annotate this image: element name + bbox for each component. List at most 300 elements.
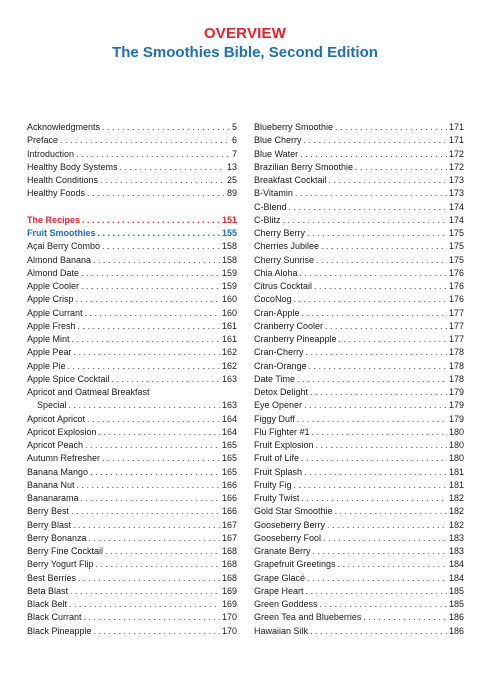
toc-page-number: 160 [221, 307, 237, 318]
toc-page-number: 182 [448, 519, 464, 530]
toc-dot-leader [312, 426, 447, 439]
toc-entry-title: Banana Nut [27, 479, 75, 490]
page-header [0, 25, 490, 62]
toc-entry[interactable] [27, 187, 237, 200]
toc-entry-title: Date Time [254, 373, 296, 384]
toc-entry[interactable] [27, 585, 237, 598]
toc-dot-leader [363, 611, 447, 624]
toc-column-right [254, 121, 464, 638]
toc-dot-leader [87, 187, 225, 200]
toc-page-number: 163 [221, 400, 237, 411]
toc-entry[interactable] [254, 121, 464, 134]
toc-page-number: 164 [221, 426, 237, 437]
toc-dot-leader [306, 346, 447, 359]
toc-dot-leader [320, 598, 447, 611]
toc-entry-title: Almond Banana [27, 254, 92, 265]
toc-entry-title: Eye Opener [254, 400, 303, 411]
toc-dot-leader [94, 625, 220, 638]
toc-page-number: 183 [448, 546, 464, 556]
toc-dot-leader [304, 134, 447, 147]
toc-dot-leader [102, 452, 220, 465]
toc-page-number: 179 [448, 400, 464, 411]
toc-page-number: 172 [448, 161, 464, 172]
toc-page-number: 166 [221, 493, 237, 503]
toc-page-number: 170 [221, 625, 237, 636]
toc-entry[interactable] [27, 174, 237, 187]
toc-entry-title: Grape Glacé [254, 572, 306, 583]
toc-entry[interactable] [254, 426, 464, 439]
toc-entry[interactable] [254, 373, 464, 386]
toc-dot-leader [102, 121, 230, 134]
toc-dot-leader [325, 320, 447, 333]
toc-entry-title: Apricot Explosion [27, 426, 97, 437]
toc-entry-title: Healthy Body Systems [27, 161, 118, 172]
toc-entry[interactable] [27, 439, 237, 452]
toc-entry-title: Berry Yogurt Flip [27, 559, 94, 570]
toc-entry-title: Detox Delight [254, 387, 309, 397]
toc-dot-leader [71, 505, 220, 518]
toc-entry-title: Autumn Refresher [27, 453, 101, 464]
toc-dot-leader [78, 320, 220, 333]
toc-dot-leader [297, 413, 447, 426]
toc-page-number: 180 [448, 440, 464, 450]
toc-spacer [27, 201, 237, 214]
toc-page-number: 165 [221, 466, 237, 477]
toc-entry-title: Blueberry Smoothie [254, 122, 334, 132]
toc-page-number: 176 [448, 267, 464, 278]
toc-entry-title: Apple Spice Cocktail [27, 373, 110, 384]
toc-entry-title: Banana Mango [27, 466, 89, 477]
toc-entry[interactable] [254, 545, 464, 558]
toc-entry[interactable] [254, 227, 464, 240]
toc-page-number: 184 [448, 572, 464, 583]
toc-page-number: 13 [226, 161, 237, 172]
toc-dot-leader [72, 333, 220, 346]
toc-entry[interactable] [27, 452, 237, 465]
toc-entry[interactable] [27, 121, 237, 134]
toc-page-number: 166 [221, 506, 237, 517]
toc-entry[interactable] [27, 479, 237, 492]
toc-entry-title: The Recipes [27, 214, 81, 225]
toc-entry-title: Health Conditions [27, 175, 99, 185]
toc-entry[interactable] [27, 545, 237, 558]
toc-entry-title: Healthy Foods [27, 188, 86, 199]
toc-entry[interactable] [254, 307, 464, 320]
toc-entry[interactable] [254, 466, 464, 479]
toc-page-number: 159 [221, 267, 237, 278]
toc-entry-title: Cranberry Pineapple [254, 334, 337, 344]
toc-dot-leader [73, 519, 220, 532]
toc-page-number: 171 [448, 135, 464, 146]
toc-page-number: 178 [448, 360, 464, 371]
toc-entry-title: Apple Pie [27, 360, 66, 371]
toc-entry[interactable] [254, 240, 464, 253]
toc-entry[interactable] [254, 174, 464, 187]
toc-dot-leader [307, 227, 447, 240]
toc-page-number: 177 [448, 307, 464, 318]
toc-entry[interactable] [27, 598, 237, 611]
toc-entry-title: C-Blitz [254, 214, 281, 225]
toc-entry-title: Black Belt [27, 599, 68, 609]
toc-entry-title: Breakfast Cocktail [254, 175, 327, 185]
toc-entry[interactable] [27, 532, 237, 545]
toc-page-number: 25 [226, 175, 237, 185]
toc-entry[interactable] [254, 161, 464, 174]
toc-entry-title: C-Blend [254, 201, 287, 212]
toc-dot-leader [70, 585, 220, 598]
toc-dot-leader [313, 545, 447, 558]
toc-dot-leader [289, 201, 447, 214]
toc-entry-title: Cran-Cherry [254, 347, 304, 358]
toc-entry[interactable] [27, 320, 237, 333]
toc-page-number: 178 [448, 347, 464, 358]
toc-entry[interactable] [254, 148, 464, 161]
toc-dot-leader [85, 307, 220, 320]
toc-entry-title: Berry Best [27, 506, 70, 517]
toc-page-number: 180 [448, 426, 464, 437]
toc-entry[interactable] [254, 558, 464, 571]
toc-entry-title: Apple Crisp [27, 294, 74, 305]
toc-entry[interactable] [254, 134, 464, 147]
toc-page-number: 165 [221, 440, 237, 450]
toc-dot-leader [314, 280, 447, 293]
toc-dot-leader [283, 214, 447, 227]
toc-entry[interactable] [254, 267, 464, 280]
toc-entry[interactable] [254, 439, 464, 452]
toc-entry-title: Fruity Fig [254, 479, 292, 490]
toc-page-number: 151 [221, 214, 237, 225]
toc-dot-leader [81, 280, 220, 293]
toc-entry-title: Açai Berry Combo [27, 241, 101, 252]
toc-dot-leader [304, 399, 447, 412]
toc-dot-leader [96, 558, 220, 571]
toc-page-number: 170 [221, 612, 237, 623]
toc-entry[interactable] [27, 254, 237, 267]
toc-page-number: 178 [448, 373, 464, 384]
toc-dot-leader [100, 174, 225, 187]
toc-entry[interactable] [254, 201, 464, 214]
toc-dot-leader [304, 466, 447, 479]
toc-page-number: 167 [221, 532, 237, 543]
toc-entry-title: Almond Date [27, 267, 80, 278]
toc-dot-leader [316, 439, 447, 452]
toc-entry-title: Apple Pear [27, 347, 72, 358]
toc-page-number: 172 [448, 148, 464, 159]
toc-entry-title: Bananarama [27, 493, 79, 503]
toc-page-number: 168 [221, 559, 237, 570]
toc-entry[interactable] [254, 333, 464, 346]
toc-dot-leader [74, 346, 220, 359]
toc-dot-leader [90, 466, 220, 479]
toc-dot-leader [294, 293, 447, 306]
toc-entry[interactable] [254, 452, 464, 465]
toc-entry-title: Fruity Twist [254, 493, 300, 503]
toc-page-number: 89 [226, 188, 237, 199]
toc-dot-leader [307, 572, 447, 585]
toc-page-number: 162 [221, 347, 237, 358]
toc-entry-title: Brazilian Berry Smoothie [254, 161, 354, 172]
toc-entry[interactable] [254, 360, 464, 373]
book-title: The Smoothies Bible, Second Edition [112, 44, 378, 61]
toc-entry-title: Cranberry Cooler [254, 320, 324, 331]
toc-entry[interactable] [27, 333, 237, 346]
toc-dot-leader [309, 360, 447, 373]
toc-entry-title: Fruit Splash [254, 466, 303, 477]
toc-page-number: 164 [221, 413, 237, 424]
toc-entry-title: CocoNog [254, 294, 292, 305]
toc-entry-title: Special [37, 400, 67, 411]
toc-dot-leader [300, 148, 447, 161]
toc-dot-leader [112, 373, 220, 386]
toc-page-number: 174 [448, 214, 464, 225]
toc-dot-leader [89, 532, 220, 545]
toc-page-number: 162 [221, 360, 237, 371]
toc-page-number: 179 [448, 387, 464, 397]
toc-page-number: 183 [448, 532, 464, 543]
toc-page-number: 161 [221, 334, 237, 344]
toc-page-number: 181 [448, 479, 464, 490]
toc-entry-title: Figgy Duff [254, 413, 295, 424]
toc-page-number: 160 [221, 294, 237, 305]
toc-entry-title: Citrus Cocktail [254, 281, 313, 291]
toc-entry[interactable] [27, 492, 237, 505]
toc-entry[interactable] [254, 585, 464, 598]
toc-entry-title: Best Berries [27, 572, 77, 583]
toc-entry[interactable] [254, 519, 464, 532]
toc-entry[interactable] [27, 360, 237, 373]
toc-entry[interactable] [27, 267, 237, 280]
toc-entry[interactable] [27, 240, 237, 253]
toc-entry[interactable] [254, 399, 464, 412]
toc-entry-title: Cherries Jubilee [254, 241, 320, 252]
toc-entry-title: Apple Currant [27, 307, 83, 318]
toc-page-number: 168 [221, 546, 237, 556]
toc-entry[interactable] [254, 625, 464, 638]
toc-dot-leader [68, 360, 220, 373]
toc-entry[interactable] [27, 413, 237, 426]
toc-entry-title: Fruit of Life [254, 453, 300, 464]
toc-page-number: 168 [221, 572, 237, 583]
toc-dot-leader [76, 148, 230, 161]
toc-page-number: 5 [231, 122, 237, 132]
toc-entry-title: Introduction [27, 148, 75, 159]
toc-page-number: 176 [448, 281, 464, 291]
toc-dot-leader [335, 505, 447, 518]
toc-entry[interactable] [27, 399, 237, 412]
toc-page-number: 177 [448, 320, 464, 331]
toc-entry-title: Grape Heart [254, 585, 304, 596]
toc-page-number: 169 [221, 585, 237, 596]
toc-dot-leader [301, 452, 447, 465]
toc-page-number: 166 [221, 479, 237, 490]
toc-entry[interactable] [27, 134, 237, 147]
toc-entry-title: Beta Blast [27, 585, 69, 596]
toc-entry-title: Preface [27, 135, 59, 146]
toc-dot-leader [323, 532, 447, 545]
toc-entry[interactable] [27, 346, 237, 359]
toc-dot-leader [327, 519, 447, 532]
toc-entry[interactable] [27, 293, 237, 306]
toc-entry-title: Fruit Explosion [254, 440, 314, 450]
toc-entry[interactable] [254, 280, 464, 293]
toc-entry-title: Gold Star Smoothie [254, 506, 333, 517]
toc-dot-leader [295, 187, 447, 200]
toc-entry[interactable] [27, 148, 237, 161]
toc-dot-leader [316, 254, 447, 267]
toc-entry[interactable] [27, 572, 237, 585]
toc-entry-title: Gooseberry Fool [254, 532, 322, 543]
toc-dot-leader [120, 161, 225, 174]
toc-dot-leader [81, 492, 220, 505]
toc-dot-leader [302, 307, 447, 320]
toc-entry-title: Apple Mint [27, 334, 70, 344]
toc-entry[interactable] [27, 307, 237, 320]
toc-entry-title: Cran-Orange [254, 360, 307, 371]
toc-entry[interactable] [27, 373, 237, 386]
toc-entry-title: Flu Fighter #1 [254, 426, 310, 437]
toc-page-number: 159 [221, 281, 237, 291]
toc-page-number: 175 [448, 254, 464, 265]
toc-dot-leader [105, 545, 220, 558]
toc-entry[interactable] [27, 558, 237, 571]
toc-entry-title: Gooseberry Berry [254, 519, 326, 530]
toc-entry-title: Blue Water [254, 148, 299, 159]
toc-page-number: 185 [448, 599, 464, 609]
toc-dot-leader [294, 479, 447, 492]
toc-column-left [27, 121, 237, 638]
toc-page-number: 169 [221, 599, 237, 609]
toc-entry[interactable] [27, 519, 237, 532]
toc-entry[interactable] [254, 505, 464, 518]
toc-page-number: 175 [448, 241, 464, 252]
toc-entry[interactable] [27, 161, 237, 174]
toc-entry-title: Blue Cherry [254, 135, 302, 146]
toc-dot-leader [310, 625, 447, 638]
toc-dot-leader [306, 585, 447, 598]
toc-dot-leader [77, 479, 220, 492]
toc-entry[interactable] [27, 227, 237, 240]
toc-entry[interactable] [254, 572, 464, 585]
toc-entry-title: Acknowledgments [27, 122, 101, 132]
toc-entry[interactable] [27, 611, 237, 624]
toc-page-number: 173 [448, 188, 464, 199]
toc-page-number: 7 [231, 148, 237, 159]
toc-entry[interactable] [254, 214, 464, 227]
toc-page-number: 179 [448, 413, 464, 424]
toc-entry[interactable] [254, 346, 464, 359]
toc-page-number: 186 [448, 625, 464, 636]
toc-page-number: 6 [231, 135, 237, 146]
toc-entry[interactable] [27, 505, 237, 518]
toc-dot-leader [85, 439, 220, 452]
toc-page-number: 163 [221, 373, 237, 384]
toc-page-number: 177 [448, 334, 464, 344]
toc-dot-leader [93, 254, 220, 267]
toc-dot-leader [102, 240, 220, 253]
toc-entry[interactable] [27, 214, 237, 227]
toc-entry-title: Apple Cooler [27, 281, 80, 291]
toc-entry-title: Green Goddess [254, 599, 318, 609]
toc-dot-leader [99, 426, 220, 439]
toc-dot-leader [297, 373, 447, 386]
toc-dot-leader [329, 174, 447, 187]
toc-entry-title: Green Tea and Blueberries [254, 612, 362, 623]
toc-entry[interactable] [27, 280, 237, 293]
toc-dot-leader [339, 333, 447, 346]
toc-page-number: 175 [448, 228, 464, 238]
toc-page-number: 158 [221, 241, 237, 252]
toc-page-number: 181 [448, 466, 464, 477]
toc-entry-title: B-Vitamin [254, 188, 293, 199]
toc-entry-title: Apple Fresh [27, 320, 76, 331]
toc-entry[interactable] [254, 386, 464, 399]
toc-page-number: 161 [221, 320, 237, 331]
toc-entry[interactable] [254, 532, 464, 545]
toc-entry[interactable] [254, 413, 464, 426]
toc-entry-title: Hawaiian Silk [254, 625, 309, 636]
toc-entry[interactable] [254, 254, 464, 267]
toc-page-number: 174 [448, 201, 464, 212]
toc-entry-title: Berry Blast [27, 519, 72, 530]
toc-dot-leader [87, 413, 220, 426]
toc-dot-leader [300, 267, 447, 280]
toc-entry-title: Cran-Apple [254, 307, 300, 318]
toc-entry-title: Chia Aloha [254, 267, 298, 278]
toc-entry[interactable] [27, 426, 237, 439]
toc-dot-leader [338, 558, 447, 571]
toc-dot-leader [76, 293, 220, 306]
toc-entry[interactable] [254, 611, 464, 624]
toc-entry[interactable] [254, 598, 464, 611]
toc-page-number: 182 [448, 493, 464, 503]
toc-entry-title: Berry Bonanza [27, 532, 87, 543]
toc-page-number: 184 [448, 559, 464, 570]
toc-entry[interactable] [254, 479, 464, 492]
toc-entry[interactable] [27, 625, 237, 638]
toc-entry-title: Cherry Sunrise [254, 254, 315, 265]
toc-dot-leader [335, 121, 447, 134]
toc-page-number: 167 [221, 519, 237, 530]
toc-entry[interactable] [27, 466, 237, 479]
toc-entry-title: Berry Fine Cocktail [27, 546, 104, 556]
toc-page-number: 171 [448, 122, 464, 132]
toc-entry-title: Granate Berry [254, 546, 311, 556]
toc-page-number: 186 [448, 612, 464, 623]
toc-entry[interactable] [254, 293, 464, 306]
toc-page-number: 158 [221, 254, 237, 265]
toc-entry-title: Cherry Berry [254, 228, 306, 238]
toc-entry-title: Black Pineapple [27, 625, 92, 636]
toc-entry[interactable] [254, 492, 464, 505]
toc-dot-leader [82, 214, 220, 227]
toc-page-number: 173 [448, 175, 464, 185]
toc-dot-leader [98, 227, 220, 240]
toc-entry[interactable] [254, 320, 464, 333]
toc-entry[interactable] [254, 187, 464, 200]
toc-entry-title: Fruit Smoothies [27, 228, 96, 238]
toc-page-number: 180 [448, 453, 464, 464]
overview-heading: OVERVIEW [203, 25, 287, 42]
toc-dot-leader [301, 492, 447, 505]
toc-dot-leader [310, 386, 447, 399]
toc-entry[interactable] [27, 386, 237, 399]
toc-page-number: 165 [221, 453, 237, 464]
toc-entry-title: Apricot Apricot [27, 413, 86, 424]
toc-dot-leader [321, 240, 447, 253]
toc-entry-title: Grapefruit Greetings [254, 559, 336, 570]
toc-entry-title: Black Currant [27, 612, 82, 623]
toc-dot-leader [81, 267, 220, 280]
